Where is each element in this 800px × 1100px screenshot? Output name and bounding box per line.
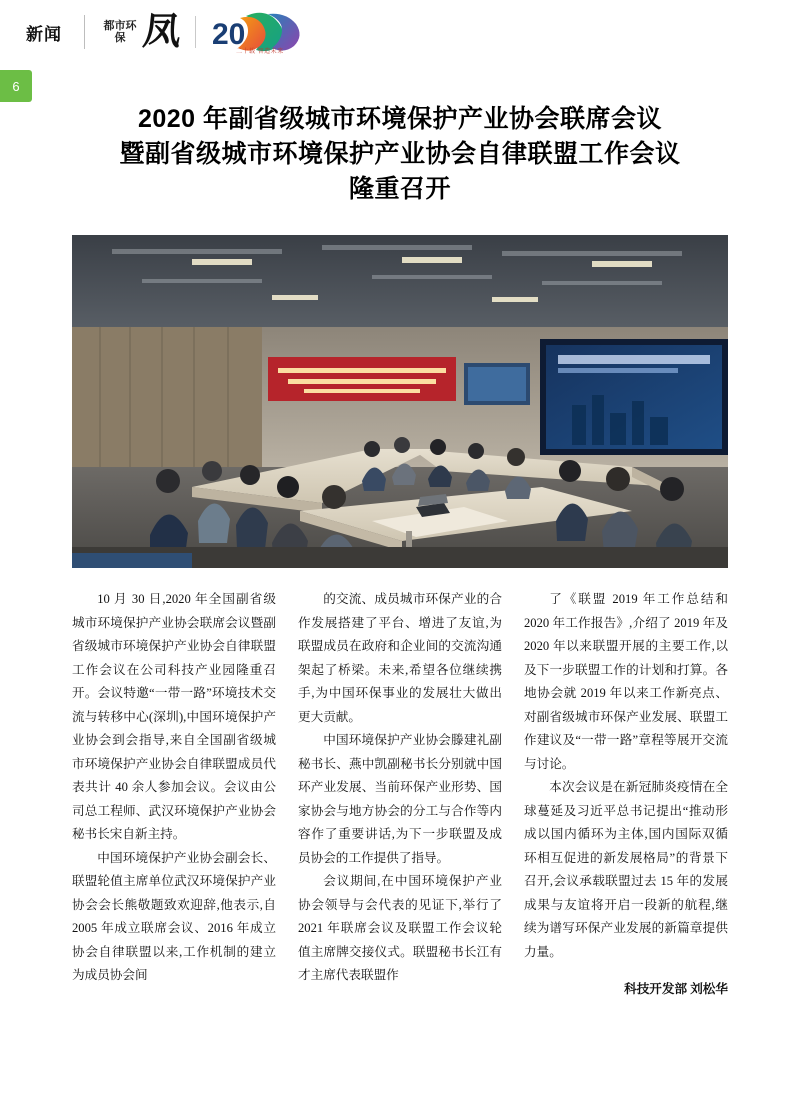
paragraph: 中国环境保护产业协会副会长、联盟轮值主席单位武汉环境保护产业协会会长熊敬题致欢迎辞,他表示,自 2005 年成立联席会议、2016 年成立协会自律联盟以来,工作机制的建立为成员协会间 [72, 850, 276, 982]
anniversary-subtitle: 二十载 智造未来 [236, 49, 284, 55]
body-column-1 [72, 588, 276, 1002]
article-title [70, 102, 730, 207]
masthead-company-name: 都市环保 [103, 20, 137, 44]
title-line-1: 2020 年副省级城市环境保护产业协会联席会议 [137, 105, 663, 133]
paragraph: 的交流、成员城市环保产业的合作发展搭建了平台、增进了友谊,为联盟成员在政府和企业间的交流沟通架起了桥梁。未来,希望各位继续携手,为中国环保事业的发展壮大做出更大贡献。 [298, 592, 502, 724]
body-column-3 [524, 588, 728, 1002]
header-divider [84, 15, 85, 49]
masthead-glyph: 凤 [140, 11, 184, 53]
paragraph: 10 月 30 日,2020 年全国副省级城市环境保护产业协会联席会议暨副省级城市环境保护产业协会自律联盟工作会议在公司科技产业园隆重召开。会议特邀“一带一路”环境技术交流与转移中心(深圳),中国环境保护产业协会到会指导,来自全国副省级城市环境保护产业协会自律联盟成员代表共计 40 余人参加会议。会议由公司总工程师、武汉环境保护产业协会秘书长宋自新主持。 [72, 592, 276, 841]
paragraph: 了《联盟 2019 年工作总结和 2020 年工作报告》,介绍了 2019 年及 2020 年以来联盟开展的主要工作,以及下一步联盟工作的计划和打算。各地协会就 2019 年以来工作新亮点、对副省级城市环保产业发展、联盟工作建议及“一带一路”章程等展开交流与讨论。 [524, 592, 728, 771]
title-line-3: 隆重召开 [348, 175, 451, 203]
title-line-2: 暨副省级城市环境保护产业协会自律联盟工作会议 [119, 140, 681, 168]
article-photo [72, 235, 728, 568]
svg-text:20: 20 [212, 18, 246, 51]
masthead-logo [103, 11, 184, 53]
article-byline: 科技开发部 刘松华 [624, 982, 728, 996]
page-number-tab: 6 [0, 70, 32, 102]
anniversary-logo [210, 10, 306, 54]
article-body [72, 588, 728, 1002]
section-label: 新闻 [26, 24, 62, 44]
masthead-separator [195, 16, 196, 48]
paragraph: 会议期间,在中国环境保护产业协会领导与会代表的见证下,举行了 2021 年联席会议及联盟工作会议轮值主席牌交接仪式。联盟秘书长江有才主席代表联盟作 [298, 874, 502, 982]
body-column-2 [298, 588, 502, 1002]
paragraph: 本次会议是在新冠肺炎疫情在全球蔓延及习近平总书记提出“推动形成以国内循环为主体,国内国际双循环相互促进的新发展格局”的背景下召开,会议承载联盟过去 15 年的发展成果与友谊将开启一段新的航程,继续为谱写环保产业发展的新篇章提供力量。 [524, 780, 728, 959]
paragraph: 中国环境保护产业协会滕建礼副秘书长、燕中凯副秘书长分别就中国环产业发展、当前环保产业形势、国家协会与地方协会的分工与合作等内容作了重要讲话,为下一步联盟及成员协会的工作提供了指导。 [298, 733, 502, 865]
conference-room-photo [72, 235, 728, 568]
page-header [0, 0, 800, 64]
